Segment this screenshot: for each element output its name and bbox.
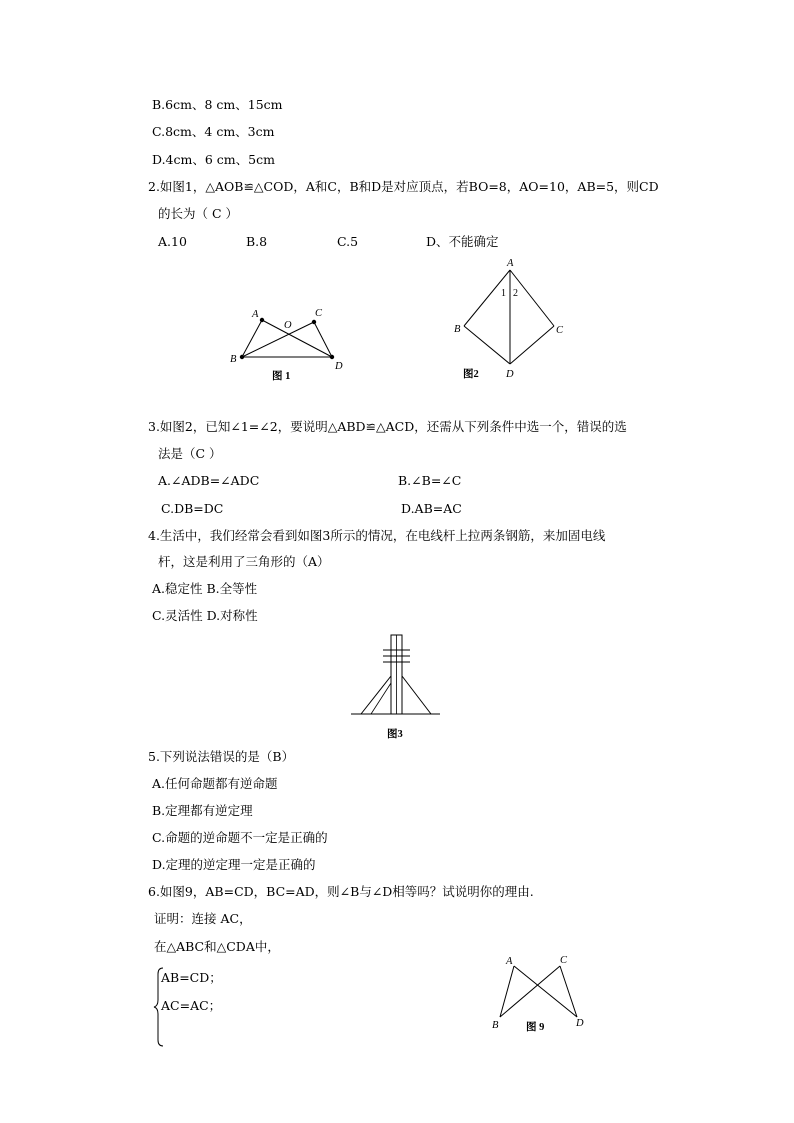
segment-cb (500, 966, 560, 1017)
label-b: B (454, 324, 461, 335)
label-d: D (335, 361, 343, 372)
label-a: A (252, 309, 259, 320)
point-b (240, 355, 244, 359)
q3-option-c: C.DB=DC (161, 501, 224, 516)
q3-option-b: B.∠B=∠C (398, 473, 462, 488)
label-b: B (230, 354, 237, 365)
figure-3 (345, 628, 445, 743)
segment-cd (510, 326, 554, 364)
q1-option-b: B.6cm、8 cm、15cm (152, 97, 283, 112)
brace-left-wire (361, 676, 391, 714)
brace-right-wire (402, 676, 431, 714)
label-o: O (284, 320, 292, 331)
q2-stem-line2: 的长为（ C ） (158, 206, 239, 221)
q2-option-a: A.10 (158, 234, 187, 249)
q6-proof-in: 在△ABC和△CDA中， (154, 939, 280, 954)
q5-option-a: A.任何命题都有逆命题 (152, 776, 278, 791)
q6-stem: 6.如图9，AB=CD，BC=AD，则∠B与∠D相等吗？试说明你的理由. (148, 884, 534, 899)
segment-ab (500, 966, 514, 1017)
point-d (330, 355, 334, 359)
q4-stem-line1: 4.生活中，我们经常会看到如图3所示的情况，在电线杆上拉两条钢筋，来加固电线 (148, 528, 606, 543)
q4-option-ab: A.稳定性 B.全等性 (152, 581, 258, 596)
q1-option-c: C.8cm、4 cm、3cm (152, 124, 275, 139)
label-d: D (576, 1018, 584, 1029)
q1-option-d: D.4cm、6 cm、5cm (152, 152, 275, 167)
q3-stem-line1: 3.如图2，已知∠1=∠2，要说明△ABD≌△ACD，还需从下列条件中选一个，错误的选 (148, 419, 627, 434)
figure-2-caption: 图2 (463, 369, 479, 380)
label-d: D (506, 369, 514, 380)
q2-stem-line1: 2.如图1，△AOB≌△COD，A和C，B和D是对应顶点，若BO=8，AO=10，AB=5，则CD (148, 179, 659, 194)
figure-9-caption: 图 9 (526, 1022, 545, 1033)
segment-ab (242, 320, 262, 357)
angle-1-label: 1 (501, 288, 506, 299)
brace-left-wire-inner (371, 683, 391, 714)
label-b: B (492, 1020, 499, 1031)
q5-stem: 5.下列说法错误的是（B） (148, 749, 295, 764)
point-a (260, 318, 264, 322)
figure-2 (452, 256, 572, 384)
angle-2-label: 2 (513, 288, 518, 299)
q3-option-a: A.∠ADB=∠ADC (158, 473, 260, 488)
q4-option-cd: C.灵活性 D.对称性 (152, 608, 258, 623)
q3-stem-line2: 法是（C ） (158, 446, 222, 461)
figure-3-caption: 图3 (387, 729, 403, 740)
q2-option-c: C.5 (337, 234, 359, 249)
segment-cb (242, 322, 314, 357)
label-c: C (556, 325, 564, 336)
q5-option-d: D.定理的逆定理一定是正确的 (152, 857, 316, 872)
label-a: A (507, 258, 514, 269)
label-a: A (506, 956, 513, 967)
point-c (312, 320, 316, 324)
q6-proof-intro: 证明：连接 AC， (154, 911, 252, 926)
q6-condition-1: AB=CD； (161, 970, 222, 985)
figure-9 (488, 952, 598, 1037)
segment-cd (560, 966, 577, 1017)
label-c: C (560, 955, 568, 966)
figure-1-caption: 图 1 (272, 371, 291, 382)
figure-1 (228, 300, 358, 385)
q3-option-d: D.AB=AC (401, 501, 462, 516)
q5-option-c: C.命题的逆命题不一定是正确的 (152, 830, 328, 845)
q5-option-b: B.定理都有逆定理 (152, 803, 253, 818)
q2-option-b: B.8 (246, 234, 268, 249)
q4-stem-line2: 杆，这是利用了三角形的（A） (158, 554, 330, 569)
label-c: C (315, 308, 323, 319)
segment-bd (464, 326, 510, 364)
segment-ad (514, 966, 577, 1017)
q6-condition-2: AC=AC； (161, 998, 222, 1013)
segment-ad (262, 320, 332, 357)
q2-option-d: D、不能确定 (426, 234, 499, 249)
